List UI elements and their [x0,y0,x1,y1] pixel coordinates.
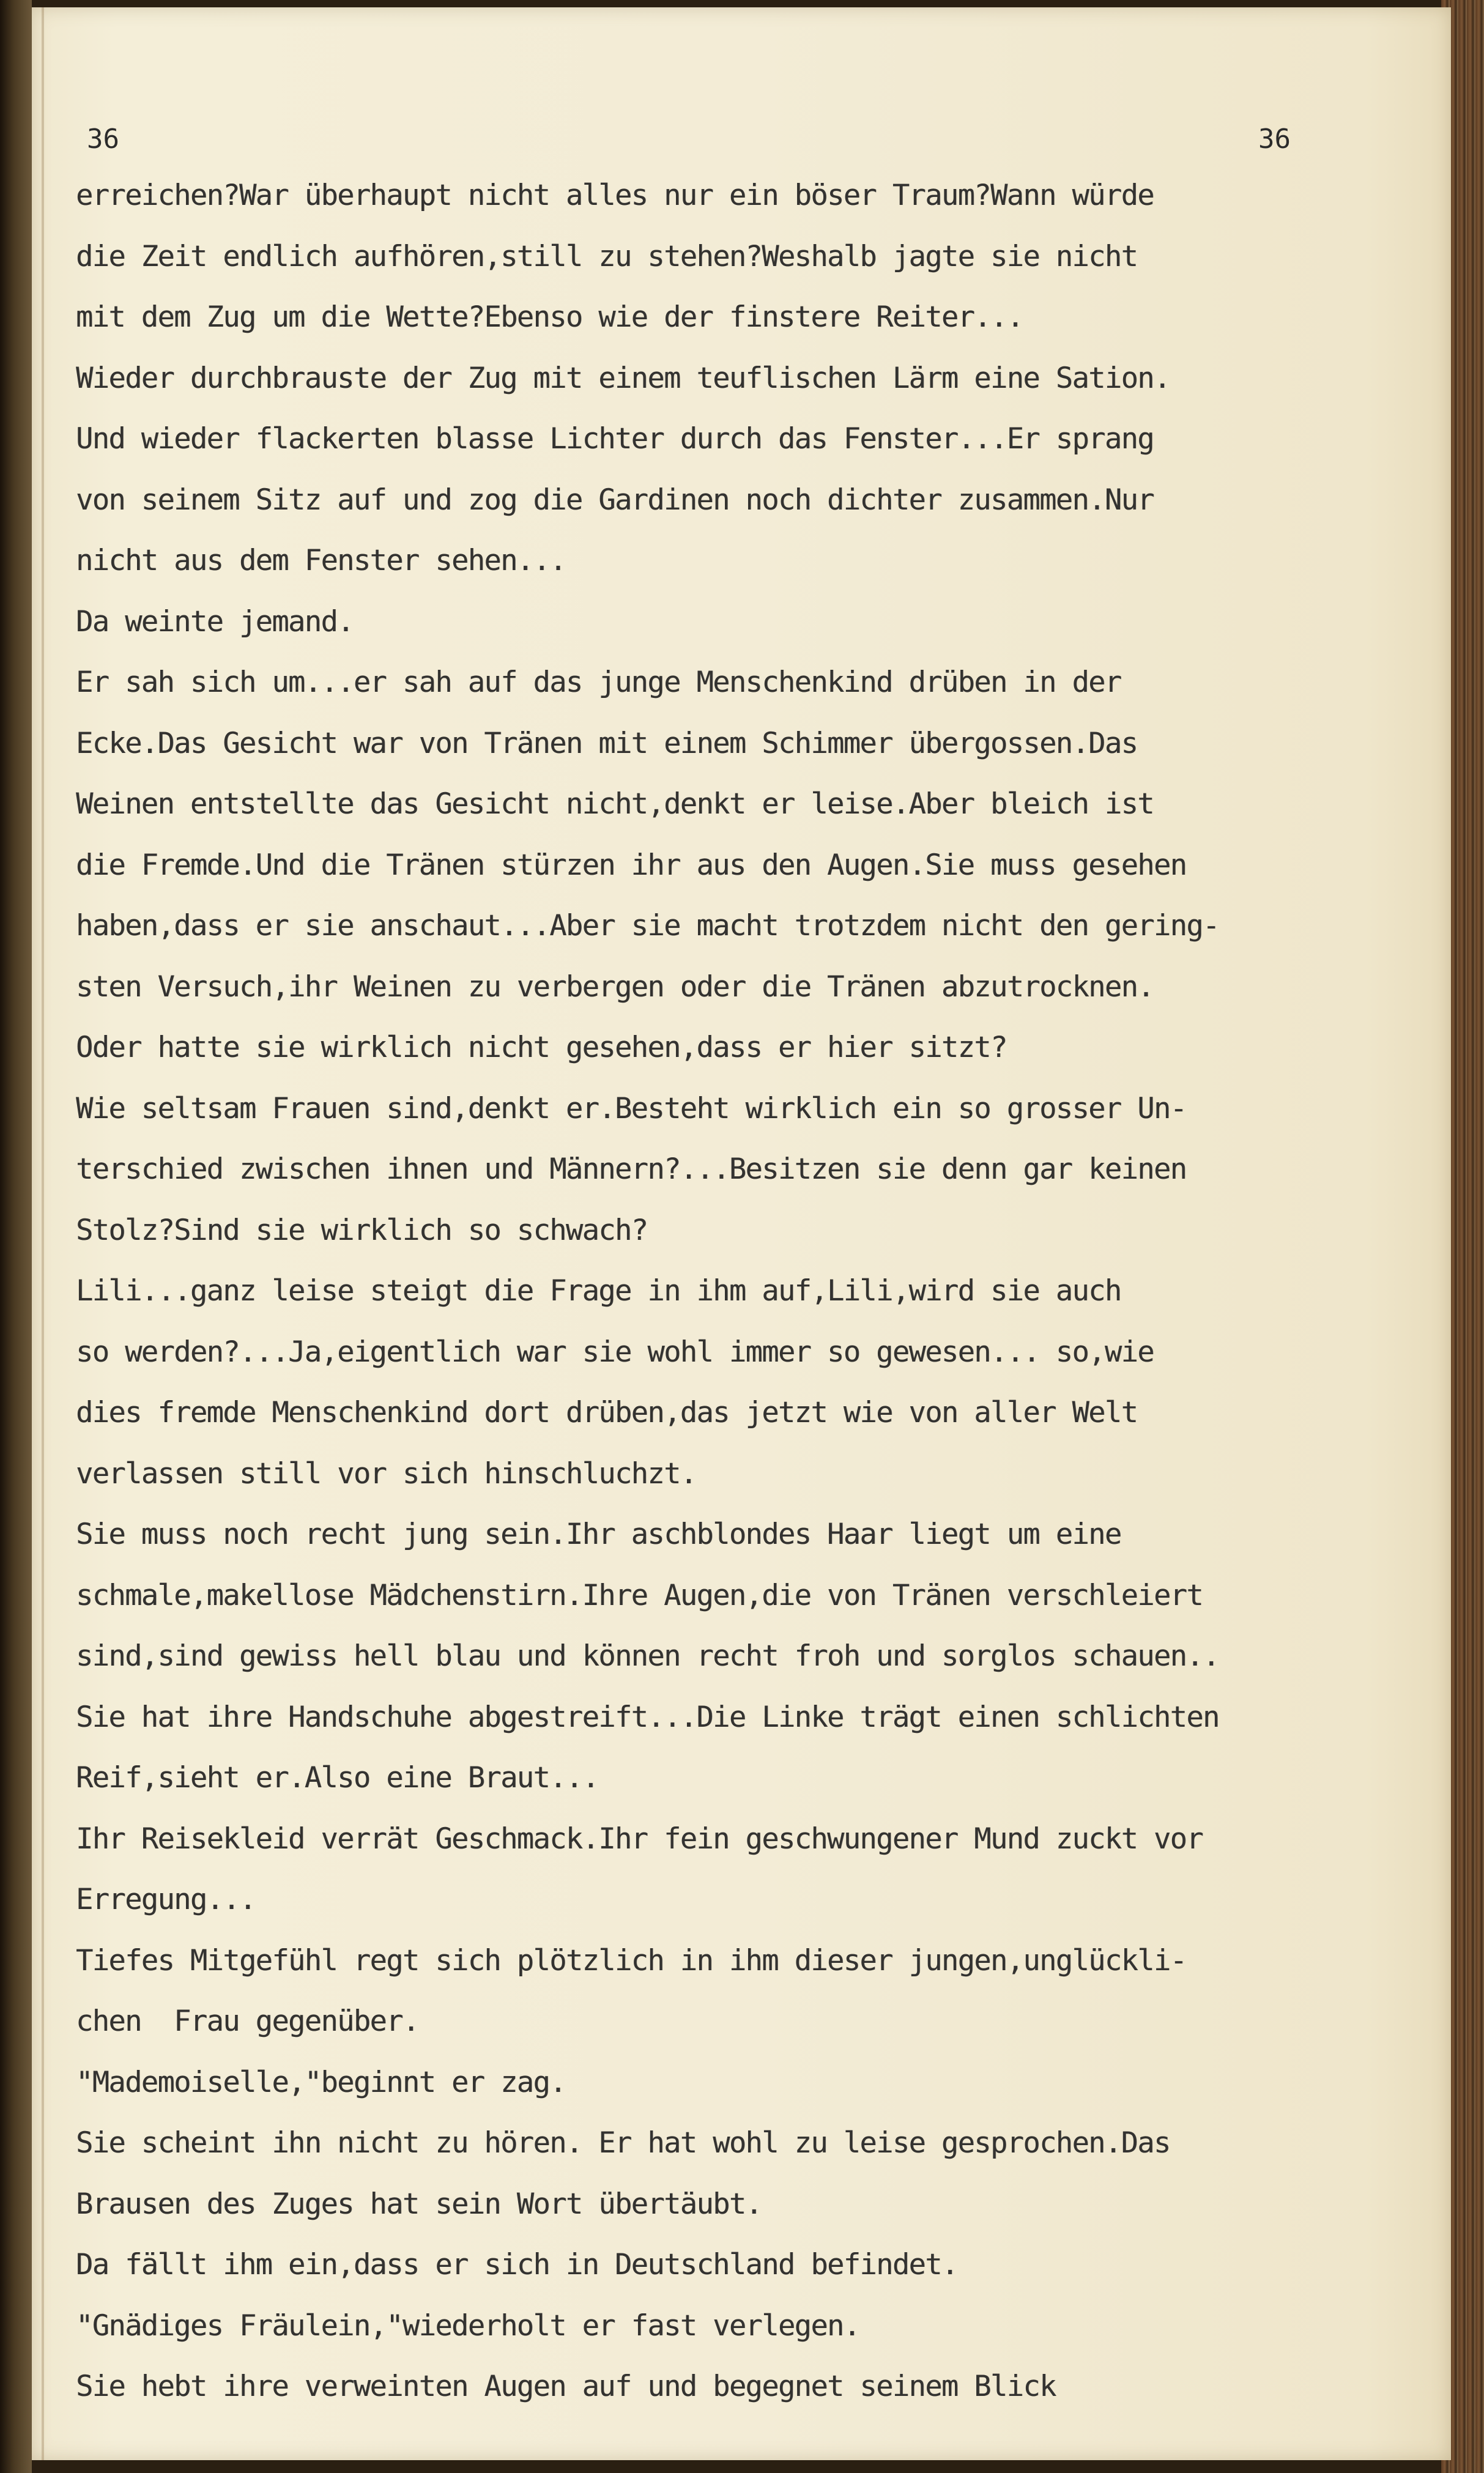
text-line: mit dem Zug um die Wette?Ebenso wie der finstere Reiter... [76,300,1023,334]
text-line: Wie seltsam Frauen sind,denkt er.Besteht wirklich ein so grosser Un- [76,1091,1187,1125]
text-line: verlassen still vor sich hinschluchzt. [76,1456,697,1491]
text-line: chen Frau gegenüber. [76,2004,419,2038]
text-line: Erregung... [76,1883,256,1916]
text-line: Brausen des Zuges hat sein Wort übertäubt. [76,2187,762,2221]
text-line: Wieder durchbrauste der Zug mit einem teuflischen Lärm eine Sation. [76,361,1170,395]
text-line: Er sah sich um...er sah auf das junge Menschenkind drüben in der [76,666,1121,699]
text-line: sten Versuch,ihr Weinen zu verbergen oder die Tränen abzutrocknen. [76,970,1154,1004]
text-line: Weinen entstellte das Gesicht nicht,denkt er leise.Aber bleich ist [76,787,1154,821]
text-line: dies fremde Menschenkind dort drüben,das jetzt wie von aller Welt [76,1396,1138,1429]
text-line: Ecke.Das Gesicht war von Tränen mit einem Schimmer übergossen.Das [76,726,1138,760]
text-line: "Gnädiges Fräulein,"wiederholt er fast verlegen. [76,2308,860,2343]
text-line: Reif,sieht er.Also eine Braut... [76,1761,599,1795]
text-line: die Zeit endlich aufhören,still zu stehen?Weshalb jagte sie nicht [76,239,1138,273]
text-line: haben,dass er sie anschaut...Aber sie macht trotzdem nicht den gering- [76,909,1219,943]
text-line: sind,sind gewiss hell blau und können recht froh und sorglos schauen.. [76,1639,1219,1673]
text-line: von seinem Sitz auf und zog die Gardinen noch dichter zusammen.Nur [76,483,1154,517]
text-line: Stolz?Sind sie wirklich so schwach? [76,1213,648,1247]
page-number-left: 36 [87,124,119,155]
text-line: Da weinte jemand. [76,604,354,639]
text-line: schmale,makellose Mädchenstirn.Ihre Augen,die von Tränen verschleiert [76,1578,1203,1612]
text-line: erreichen?War überhaupt nicht alles nur ein böser Traum?Wann würde [76,179,1154,212]
text-line: so werden?...Ja,eigentlich war sie wohl immer so gewesen... so,wie [76,1335,1154,1369]
typewritten-page [32,7,1451,2460]
margin-rule [42,7,44,2460]
text-line: "Mademoiselle,"beginnt er zag. [76,2065,566,2099]
typed-text-block [76,177,1446,2430]
text-line: Ihr Reisekleid verrät Geschmack.Ihr fein geschwungener Mund zuckt vor [76,1822,1203,1856]
text-line: Oder hatte sie wirklich nicht gesehen,dass er hier sitzt? [76,1031,1007,1064]
text-line: die Fremde.Und die Tränen stürzen ihr aus den Augen.Sie muss gesehen [76,848,1187,882]
text-line: Sie muss noch recht jung sein.Ihr aschblondes Haar liegt um eine [76,1518,1121,1551]
text-line: Lili...ganz leise steigt die Frage in ihm auf,Lili,wird sie auch [76,1274,1121,1308]
text-line: Sie scheint ihn nicht zu hören. Er hat wohl zu leise gesprochen.Das [76,2126,1170,2160]
text-line: Da fällt ihm ein,dass er sich in Deutschland befindet. [76,2248,958,2282]
text-line: nicht aus dem Fenster sehen... [76,544,566,577]
text-line: terschied zwischen ihnen und Männern?...Besitzen sie denn gar keinen [76,1152,1187,1186]
text-line: Und wieder flackerten blasse Lichter durch das Fenster...Er sprang [76,422,1154,456]
binding-edge [0,0,32,2473]
text-line: Tiefes Mitgefühl regt sich plötzlich in ihm dieser jungen,unglückli- [76,1943,1187,1978]
text-line: Sie hebt ihre verweinten Augen auf und begegnet seinem Blick [76,2370,1056,2403]
text-line: Sie hat ihre Handschuhe abgestreift...Die Linke trägt einen schlichten [76,1700,1219,1734]
page-number-right: 36 [1258,124,1291,155]
